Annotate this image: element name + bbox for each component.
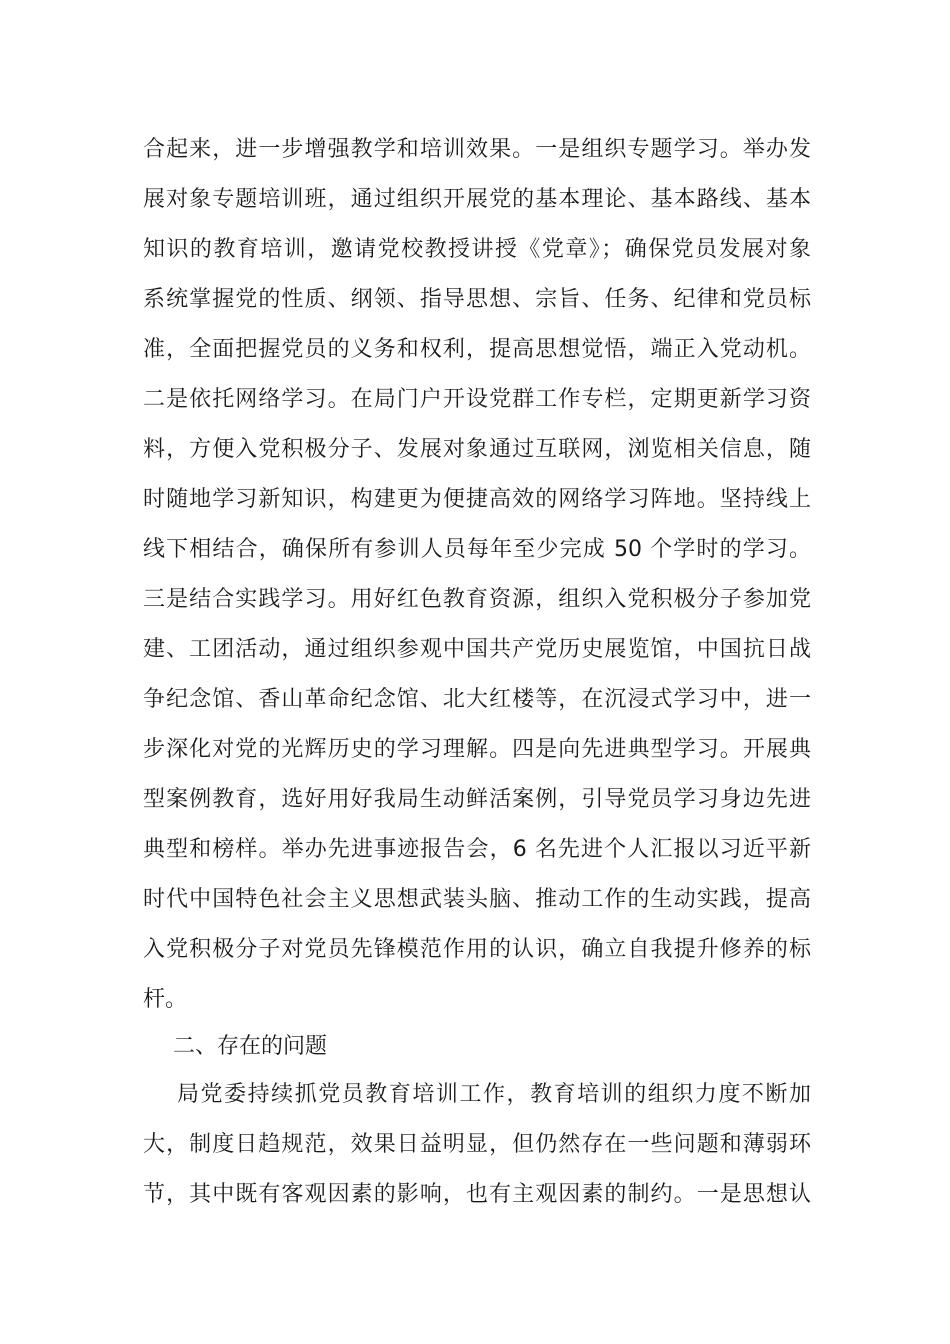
paragraph-line: 线下相结合，确保所有参训人员每年至少完成 50 个学时的学习。: [143, 537, 811, 562]
paragraph-line: 典型和榜样。举办先进事迹报告会，6 名先进个人汇报以习近平新: [143, 837, 811, 862]
paragraph-line-last: 杆。: [143, 987, 188, 1012]
paragraph-line-indented: 局党委持续抓党员教育培训工作，教育培训的组织力度不断加: [177, 1082, 811, 1107]
paragraph-line: 时随地学习新知识，构建更为便捷高效的网络学习阵地。坚持线上: [143, 487, 811, 512]
section-heading: 二、存在的问题: [173, 1034, 328, 1059]
paragraph-line: 准，全面把握党员的义务和权利，提高思想觉悟，端正入党动机。: [143, 337, 811, 362]
paragraph-line: 入党积极分子对党员先锋模范作用的认识，确立自我提升修养的标: [143, 937, 811, 962]
paragraph-line: 系统掌握党的性质、纲领、指导思想、宗旨、任务、纪律和党员标: [143, 287, 811, 312]
paragraph-line: 大，制度日趋规范，效果日益明显，但仍然存在一些问题和薄弱环: [143, 1132, 811, 1157]
paragraph-line: 三是结合实践学习。用好红色教育资源，组织入党积极分子参加党: [143, 587, 811, 612]
paragraph-line: 合起来，进一步增强教学和培训效果。一是组织专题学习。举办发: [143, 137, 811, 162]
paragraph-line: 知识的教育培训，邀请党校教授讲授《党章》；确保党员发展对象: [143, 237, 811, 262]
paragraph-line: 料，方便入党积极分子、发展对象通过互联网，浏览相关信息，随: [143, 437, 811, 462]
paragraph-line: 二是依托网络学习。在局门户开设党群工作专栏，定期更新学习资: [143, 387, 811, 412]
paragraph-line: 展对象专题培训班，通过组织开展党的基本理论、基本路线、基本: [143, 187, 811, 212]
paragraph-line: 争纪念馆、香山革命纪念馆、北大红楼等，在沉浸式学习中，进一: [143, 687, 811, 712]
paragraph-line: 节，其中既有客观因素的影响，也有主观因素的制约。一是思想认: [143, 1182, 811, 1207]
paragraph-line: 步深化对党的光辉历史的学习理解。四是向先进典型学习。开展典: [143, 737, 811, 762]
paragraph-line: 建、工团活动，通过组织参观中国共产党历史展览馆，中国抗日战: [143, 637, 811, 662]
paragraph-line: 型案例教育，选好用好我局生动鲜活案例，引导党员学习身边先进: [143, 787, 811, 812]
paragraph-line: 时代中国特色社会主义思想武装头脑、推动工作的生动实践，提高: [143, 887, 811, 912]
